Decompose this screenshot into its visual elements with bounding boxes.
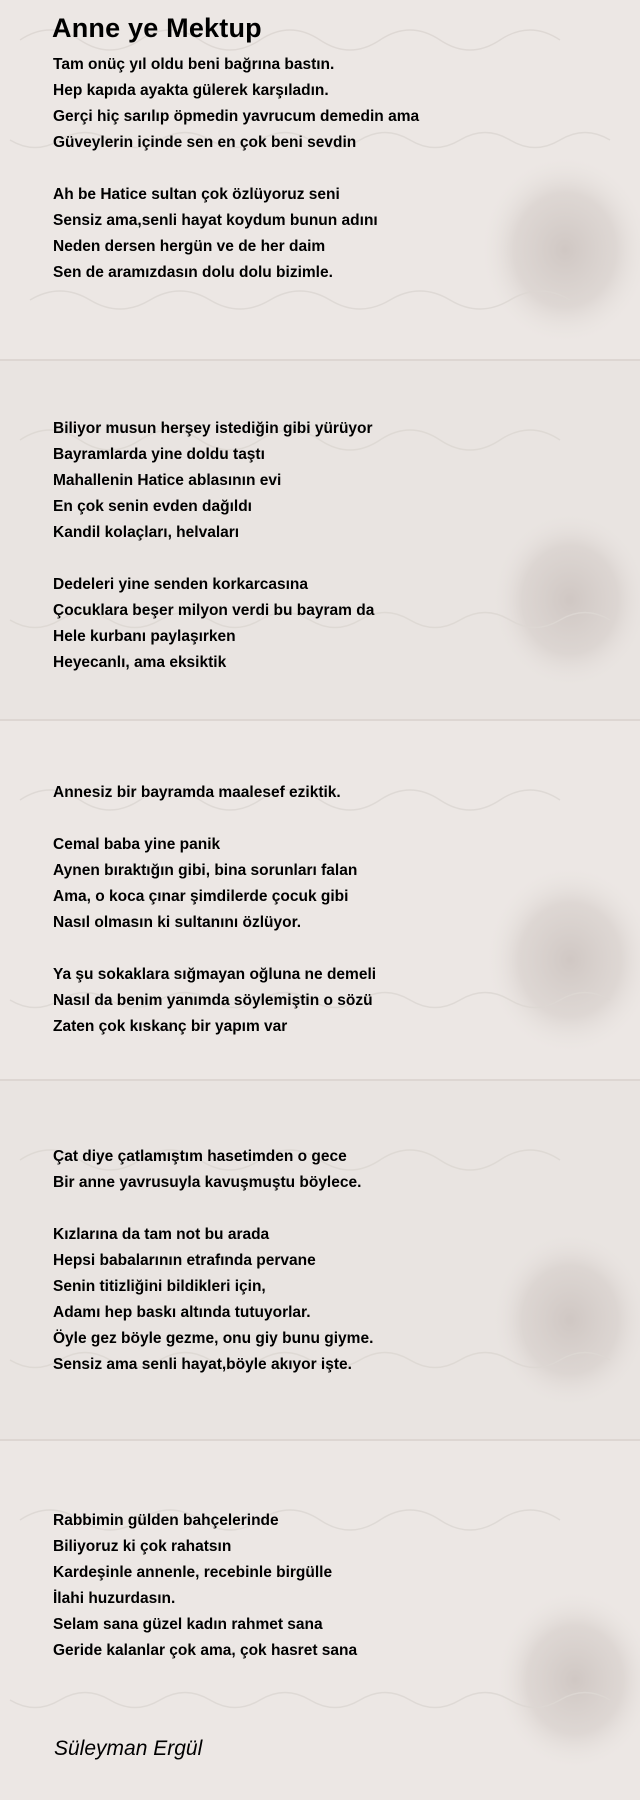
poem-stanza [53,52,613,156]
poem-stanza [53,182,613,286]
poem-line: Nasıl olmasın ki sultanını özlüyor. [53,914,302,931]
poem-line: Dedeleri yine senden korkarcasına [53,576,309,593]
poem-line: Ama, o koca çınar şimdilerde çocuk gibi [53,888,349,905]
poem-line: Sen de aramızdasın dolu dolu bizimle. [53,264,333,281]
poem-body [53,52,613,1664]
poem-line: Bayramlarda yine doldu taştı [53,446,265,463]
poem-line: Aynen bıraktığın gibi, bina sorunları falan [53,862,358,879]
poem-stanza [53,780,613,806]
poem-line: Hele kurbanı paylaşırken [53,628,236,645]
poem-stanza [53,832,613,936]
poem-line: Heyecanlı, ama eksiktik [53,654,227,671]
poem-line: En çok senin evden dağıldı [53,498,252,515]
poem-line: Zaten çok kıskanç bir yapım var [53,1018,288,1035]
poem-line: Ah be Hatice sultan çok özlüyoruz seni [53,186,340,203]
poem-line: Çocuklara beşer milyon verdi bu bayram da [53,602,375,619]
poem-line: Nasıl da benim yanımda söylemiştin o sözü [53,992,373,1009]
poem-line: Biliyor musun herşey istediğin gibi yürüyor [53,420,373,437]
poem-line: Güveylerin içinde sen en çok beni sevdin [53,134,357,151]
poem-author: Süleyman Ergül [54,1737,203,1760]
poem-line: Bir anne yavrusuyla kavuşmuştu böylece. [53,1174,362,1191]
poem-line: Tam onüç yıl oldu beni bağrına bastın. [53,56,335,73]
poem-line: Rabbimin gülden bahçelerinde [53,1512,279,1529]
poem-line: Kandil kolaçları, helvaları [53,524,240,541]
poem-line: Gerçi hiç sarılıp öpmedin yavrucum demedin ama [53,108,420,125]
poem-line: Çat diye çatlamıştım hasetimden o gece [53,1148,347,1165]
poem-line: Sensiz ama,senli hayat koydum bunun adını [53,212,378,229]
poem-line: Kızlarına da tam not bu arada [53,1226,270,1243]
poem-line: Annesiz bir bayramda maalesef eziktik. [53,784,341,801]
poem-line: Cemal baba yine panik [53,836,221,853]
poem-stanza [53,962,613,1040]
poem-line: Kardeşinle annenle, recebinle birgülle [53,1564,333,1581]
poem-line: Biliyoruz ki çok rahatsın [53,1538,232,1555]
poem-stanza [53,1144,613,1196]
poem-stanza [53,1508,613,1664]
poem-line: Ya şu sokaklara sığmayan oğluna ne demeli [53,966,377,983]
poem-line: Öyle gez böyle gezme, onu giy bunu giyme. [53,1330,374,1347]
poem-stanza [53,572,613,676]
poem-line: Senin titizliğini bildikleri için, [53,1278,266,1295]
poem-stanza [53,416,613,546]
poem-line: Selam sana güzel kadın rahmet sana [53,1616,323,1633]
poem-line: Geride kalanlar çok ama, çok hasret sana [53,1642,358,1659]
poem-stanza [53,1222,613,1378]
poem-line: İlahi huzurdasın. [53,1590,176,1607]
poem-line: Hepsi babalarının etrafında pervane [53,1252,316,1269]
poem-line: Adamı hep baskı altında tutuyorlar. [53,1304,311,1321]
poem-line: Neden dersen hergün ve de her daim [53,238,326,255]
poem-line: Hep kapıda ayakta gülerek karşıladın. [53,82,329,99]
poem-line: Sensiz ama senli hayat,böyle akıyor işte. [53,1356,352,1373]
poem-title: Anne ye Mektup [52,13,262,43]
poem-line: Mahallenin Hatice ablasının evi [53,472,282,489]
